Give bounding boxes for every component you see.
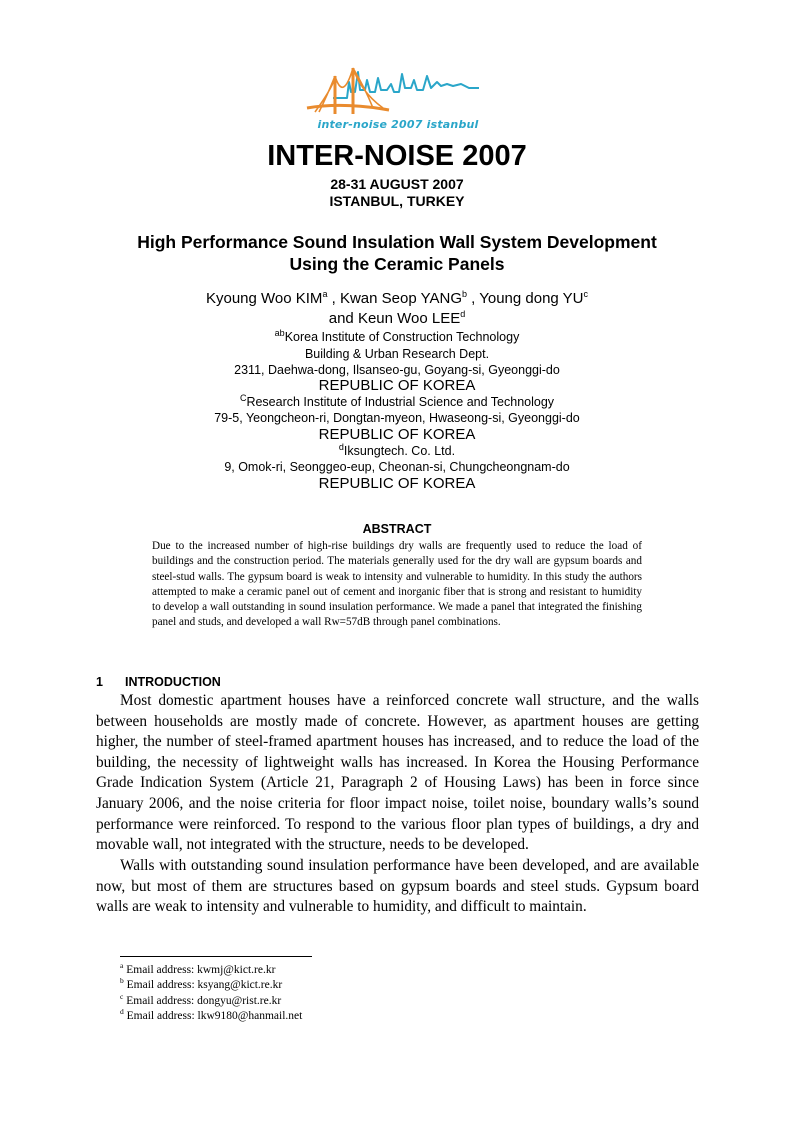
affiliation-address: 9, Omok-ri, Seonggeo-eup, Cheonan-si, Chungcheongnam-do (224, 460, 570, 474)
bridge-skyline-logo-icon (303, 62, 493, 120)
author-name: Keun Woo LEE (357, 310, 461, 327)
abstract-heading: ABSTRACT (362, 522, 432, 536)
affiliation-country: REPUBLIC OF KOREA (318, 426, 476, 443)
author-mark: c (583, 289, 589, 299)
affiliation-country: REPUBLIC OF KOREA (318, 377, 476, 394)
affiliation-country: REPUBLIC OF KOREA (318, 475, 476, 492)
author-name: Young dong YU (479, 290, 584, 307)
author-separator: , (467, 290, 480, 307)
author-mark: a (322, 289, 328, 299)
author-line2 (0, 309, 794, 329)
footnote-mark: a (120, 961, 124, 971)
footnote-divider (120, 956, 312, 957)
section-title: INTRODUCTION (125, 675, 221, 689)
footnote-item: $^b$ Email address: ksyang@kict.re.kr (120, 976, 283, 992)
affiliation-address: 2311, Daehwa-dong, Ilsanseo-gu, Goyang-si, Gyeonggi-do (234, 363, 560, 377)
section-heading (96, 675, 221, 689)
footnote-mark: b (120, 976, 124, 986)
footnote-item: $^d$ Email address: lkw9180@hanmail.net (120, 1007, 303, 1022)
footnote-mark: c (120, 991, 124, 1001)
footnote-mark: d (120, 1007, 124, 1017)
affiliation-name: $^C$Research Institute of Industrial Science and Technology (239, 392, 555, 409)
affiliation-mark: C (239, 392, 247, 403)
affiliation-name: $^d$Iksungtech. Co. Ltd. (338, 441, 456, 458)
footnotes (120, 963, 302, 1024)
body-paragraph: Most domestic apartment houses have a reinforced concrete wall structure, and the walls between households are mostly made of concrete. However, as apartment houses are getting higher, the number of steel-framed apartment houses has increased, and to reduce the load of the building, the necessity of lightweight walls has increased. In Korea the Housing Performance Grade Indication System (Article 21, Paragraph 2 of Housing Laws) has been in force since January 2006, and the noise criteria for floor impact noise, toilet noise, boundary walls’s sound performance were reinforced. To respond to the various floor plan types of buildings, a dry and movable wall, not integrated with the structure, needs to be developed. (96, 692, 699, 854)
author-line1 (0, 289, 794, 309)
affiliation-mark: d (338, 441, 344, 452)
author-mark: b (461, 289, 467, 299)
author-list (0, 289, 794, 329)
affiliation-mark: ab (274, 327, 285, 338)
author-name: Kwan Seop YANG (339, 290, 462, 307)
paper-title-line1: High Performance Sound Insulation Wall System Development (137, 232, 657, 252)
conference-logo (303, 62, 493, 134)
author-mark: d (460, 309, 466, 319)
author-separator: , (327, 290, 340, 307)
footnote-item: $^a$ Email address: kwmj@kict.re.kr (120, 961, 276, 976)
affiliation-address: 79-5, Yeongcheon-ri, Dongtan-myeon, Hwaseong-si, Gyeonggi-do (214, 411, 580, 425)
affiliation-dept: Building & Urban Research Dept. (304, 347, 490, 361)
paper-title-line2: Using the Ceramic Panels (289, 254, 505, 274)
body-paragraph: Walls with outstanding sound insulation performance have been developed, and are available now, but most of them are structures based on gypsum boards and steel studs. Gypsum board walls are weak to intensity and vulnerable to humidity, and difficult to maintain. (96, 857, 699, 916)
author-name: Kyoung Woo KIM (205, 290, 323, 307)
section-number: 1 (96, 675, 103, 689)
conference-place: ISTANBUL, TURKEY (329, 193, 465, 209)
affiliation-name: $^{ab}$Korea Institute of Construction Technology (274, 327, 520, 344)
abstract-text: Due to the increased number of high-rise buildings dry walls are frequently used to reduce the load of buildings and the construction period. The materials generally used for the dry wall are gypsum boards and steel-stud walls. The gypsum board is weak to intensity and vulnerable to humidity. In this study the authors attempted to make a ceramic panel out of cement and inorganic fiber that is strong and resistant to humidity to develop a wall outstanding in sound insulation performance. We made a panel that integrated the finishing panel and studs, and developed a wall Rw=57dB through panel combinations. (152, 540, 642, 629)
footnote-item: $^c$ Email address: dongyu@rist.re.kr (120, 991, 282, 1007)
conference-date: 28-31 AUGUST 2007 (330, 176, 464, 192)
paper-title (0, 231, 794, 275)
logo-text: inter-noise 2007 istanbul (317, 118, 479, 131)
bridge-deck (307, 105, 389, 110)
conference-title: INTER-NOISE 2007 (267, 140, 527, 172)
skyline-wave (333, 72, 479, 98)
author-conjunction: and (328, 310, 358, 327)
